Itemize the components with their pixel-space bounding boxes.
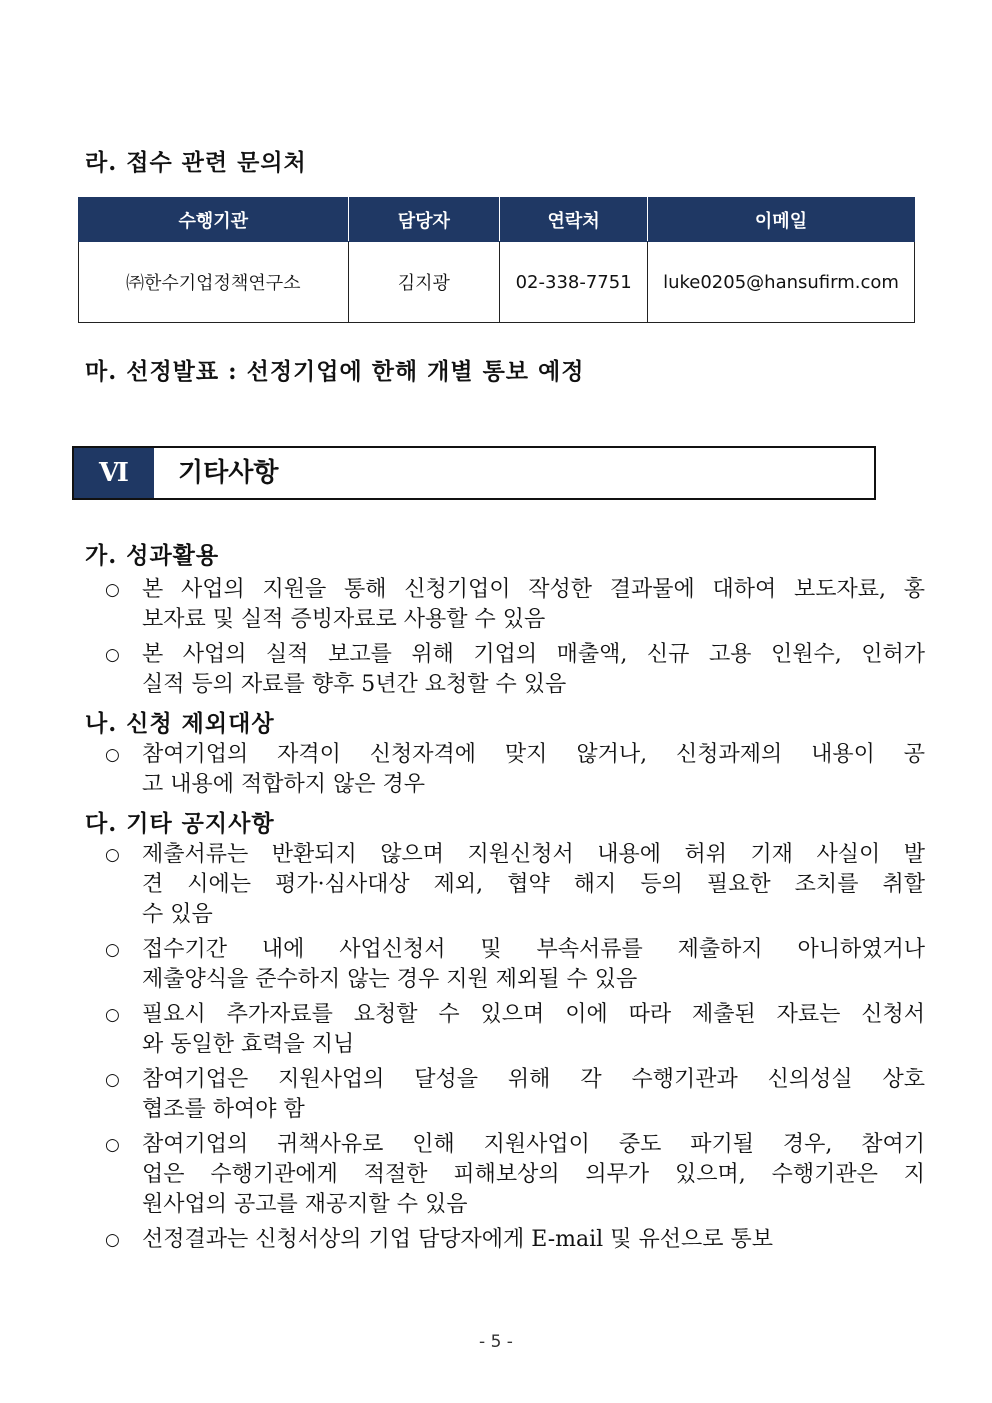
bullet-text: 본 사업의 지원을 통해 신청기업이 작성한 결과물에 대하여 보도자료, 홍 — [142, 577, 925, 602]
bullet-icon: ○ — [105, 645, 120, 665]
list-item-cont — [105, 900, 925, 930]
heading-contact: 라. 접수 관련 문의처 — [85, 149, 307, 176]
list-other-notices — [105, 840, 925, 1255]
list-item-cont — [105, 1160, 925, 1190]
list-item-cont — [105, 965, 925, 995]
bullet-text: 참여기업의 자격이 신청자격에 맞지 않거나, 신청과제의 내용이 공 — [142, 742, 925, 767]
list-item — [105, 740, 925, 770]
list-performance-use — [105, 575, 925, 700]
list-item-cont — [105, 1030, 925, 1060]
bullet-icon: ○ — [105, 1005, 120, 1025]
bullet-text: 업은 수행기관에게 적절한 피해보상의 의무가 있으며, 수행기관은 지 — [142, 1162, 925, 1187]
bullet-icon: ○ — [105, 940, 120, 960]
bullet-text: 보자료 및 실적 증빙자료로 사용할 수 있음 — [142, 607, 546, 632]
section-title: 기타사항 — [178, 458, 279, 488]
bullet-text: 와 동일한 효력을 지님 — [142, 1032, 355, 1057]
contact-table — [78, 197, 915, 323]
bullet-text: 제출서류는 반환되지 않으며 지원신청서 내용에 허위 기재 사실이 발 — [142, 842, 925, 867]
list-item — [105, 575, 925, 605]
bullet-text: 접수기간 내에 사업신청서 및 부속서류를 제출하지 아니하였거나 — [142, 937, 925, 962]
cell-email[interactable]: luke0205@hansufirm.com — [648, 242, 915, 323]
list-item — [105, 1000, 925, 1030]
bullet-text: 실적 등의 자료를 향후 5년간 요청할 수 있음 — [142, 672, 567, 697]
list-item-cont — [105, 1190, 925, 1220]
bullet-text: 협조를 하여야 함 — [142, 1097, 305, 1122]
list-item — [105, 640, 925, 670]
bullet-text: 참여기업의 귀책사유로 인해 지원사업이 중도 파기될 경우, 참여기 — [142, 1132, 925, 1157]
bullet-icon: ○ — [105, 1070, 120, 1090]
cell-person: 김지광 — [348, 242, 500, 323]
list-item-cont — [105, 670, 925, 700]
bullet-icon: ○ — [105, 745, 120, 765]
bullet-text: 원사업의 공고를 재공지할 수 있음 — [142, 1192, 468, 1217]
bullet-text: 제출양식을 준수하지 않는 경우 지원 제외될 수 있음 — [142, 967, 638, 992]
list-item-cont — [105, 605, 925, 635]
bullet-text: 본 사업의 실적 보고를 위해 기업의 매출액, 신규 고용 인원수, 인허가 — [142, 642, 925, 667]
bullet-icon: ○ — [105, 845, 120, 865]
list-item — [105, 1130, 925, 1160]
bullet-text: 선정결과는 신청서상의 기업 담당자에게 E-mail 및 유선으로 통보 — [142, 1227, 773, 1252]
cell-phone: 02-338-7751 — [500, 242, 648, 323]
page-number: - 5 - — [479, 1332, 513, 1352]
section-number: Ⅵ — [74, 448, 154, 498]
bullet-icon: ○ — [105, 1135, 120, 1155]
col-header-email: 이메일 — [648, 198, 915, 242]
list-item-cont — [105, 1095, 925, 1125]
bullet-icon: ○ — [105, 1230, 120, 1250]
list-item — [105, 1065, 925, 1095]
table-row — [79, 242, 915, 323]
list-item — [105, 840, 925, 870]
bullet-text: 견 시에는 평가·심사대상 제외, 협약 해지 등의 필요한 조치를 취할 — [142, 872, 925, 897]
subheading-performance-use: 가. 성과활용 — [85, 542, 220, 569]
list-item — [105, 935, 925, 965]
bullet-icon: ○ — [105, 580, 120, 600]
table-header-row — [79, 198, 915, 242]
col-header-agency: 수행기관 — [79, 198, 349, 242]
list-item-cont — [105, 870, 925, 900]
subheading-exclusions: 나. 신청 제외대상 — [85, 710, 275, 737]
subheading-other-notices: 다. 기타 공지사항 — [85, 810, 275, 837]
list-item-cont — [105, 770, 925, 800]
col-header-person: 담당자 — [348, 198, 500, 242]
bullet-text: 참여기업은 지원사업의 달성을 위해 각 수행기관과 신의성실 상호 — [142, 1067, 925, 1092]
heading-announcement: 마. 선정발표 : 선정기업에 한해 개별 통보 예정 — [85, 358, 585, 385]
list-item — [105, 1225, 925, 1255]
section-header — [72, 446, 876, 500]
bullet-text: 필요시 추가자료를 요청할 수 있으며 이에 따라 제출된 자료는 신청서 — [142, 1002, 925, 1027]
bullet-text: 고 내용에 적합하지 않은 경우 — [142, 772, 425, 797]
bullet-text: 수 있음 — [142, 902, 213, 927]
col-header-phone: 연락처 — [500, 198, 648, 242]
cell-agency: ㈜한수기업정책연구소 — [79, 242, 349, 323]
list-exclusions — [105, 740, 925, 800]
